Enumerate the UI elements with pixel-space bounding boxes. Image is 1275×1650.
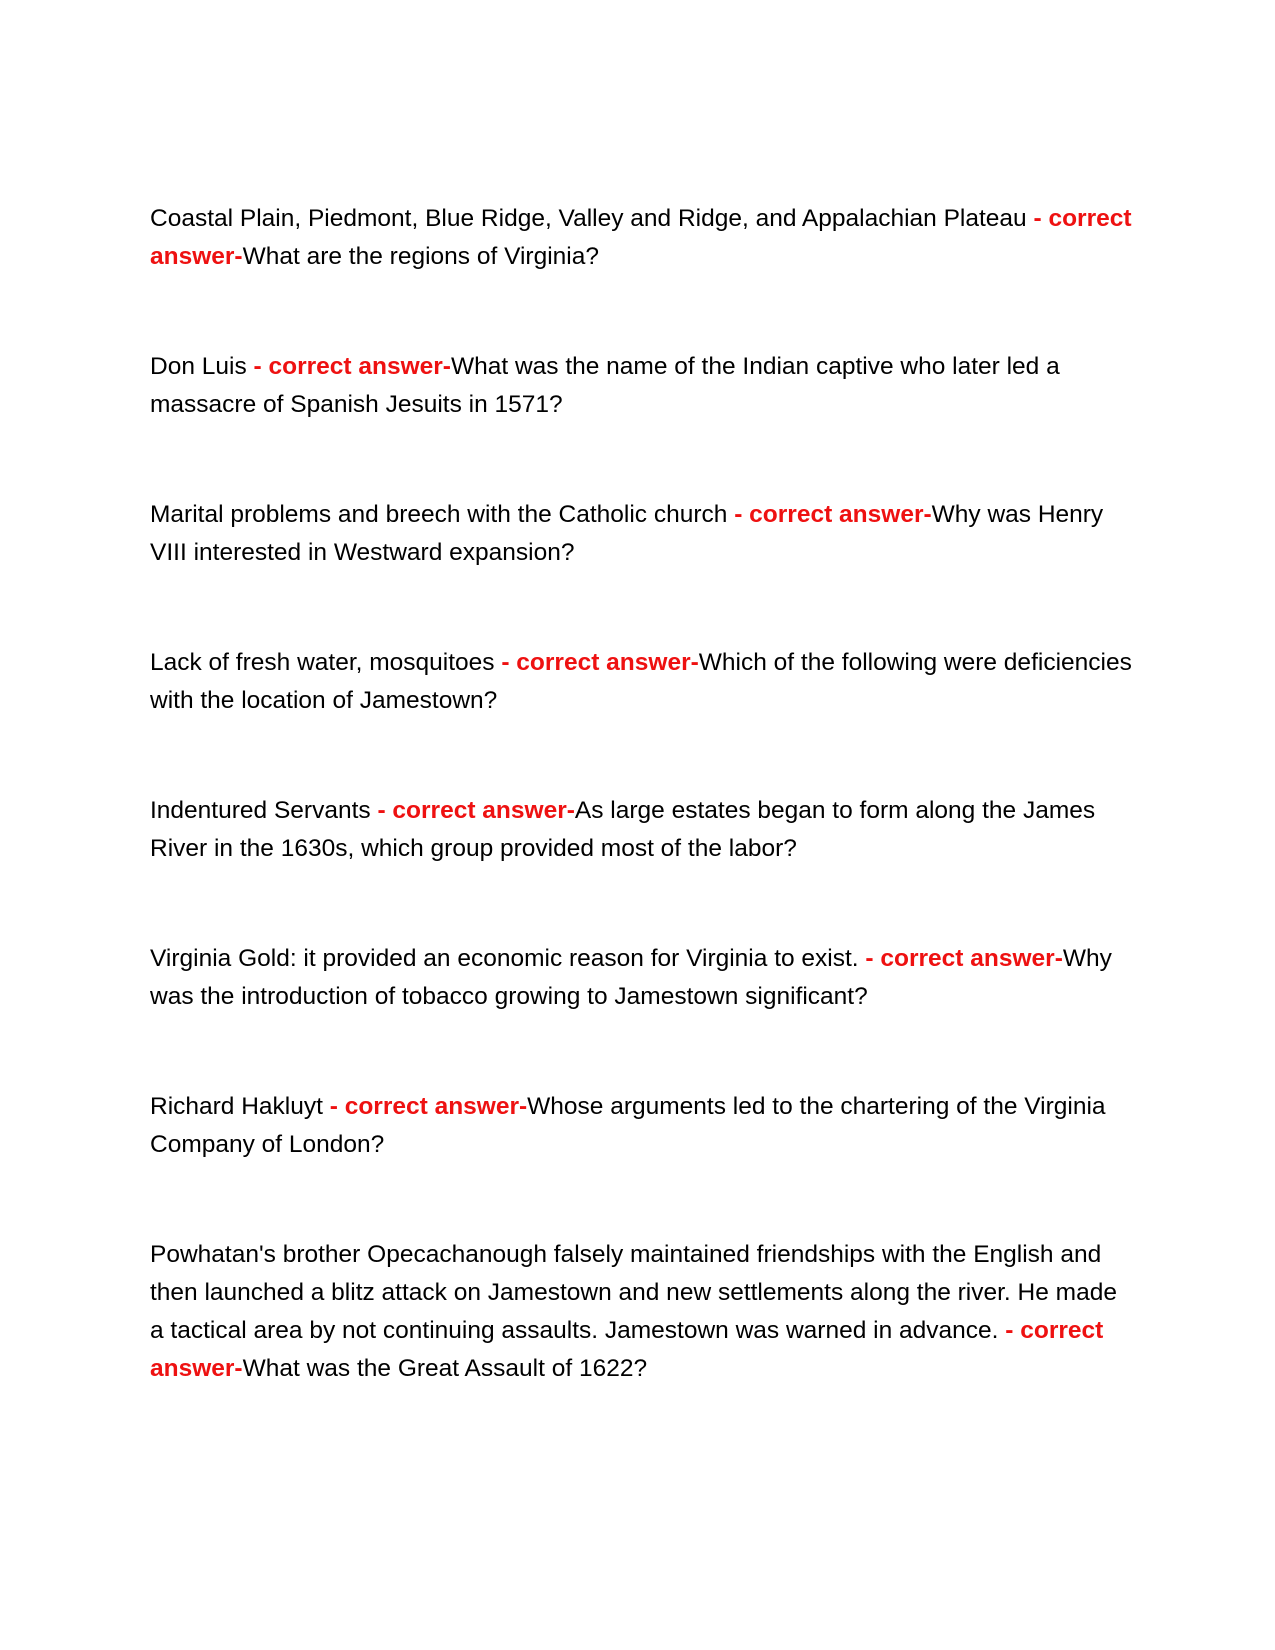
correct-answer-marker: - correct answer- — [253, 353, 451, 380]
question-text: As large estates began to form along the James River in the 1630s, which group provided most of the labor? — [150, 797, 1096, 862]
correct-answer-marker: - correct answer- — [150, 205, 1132, 270]
qa-item — [150, 940, 1135, 1016]
correct-answer-marker: - correct answer- — [329, 1093, 528, 1120]
correct-answer-marker: - correct answer- — [865, 945, 1063, 972]
answer-text: Powhatan's brother Opecachanough falsely maintained friendships with the English and then launched a blitz attack on Jamestown and new settlements along the river. He made a tactical area by not continuing assaults. Jamestown was warned in advance. — [150, 1241, 1117, 1344]
qa-item — [150, 1236, 1135, 1388]
correct-answer-marker: - correct answer- — [734, 501, 932, 528]
answer-text: Don Luis — [150, 353, 254, 380]
answer-text: Richard Hakluyt — [150, 1093, 330, 1120]
question-text: Why was the introduction of tobacco growing to Jamestown significant? — [150, 945, 1112, 1010]
correct-answer-marker: - correct answer- — [377, 797, 575, 824]
answer-text: Marital problems and breech with the Catholic church — [150, 501, 735, 528]
qa-item — [150, 200, 1135, 276]
question-text: Which of the following were deficiencies with the location of Jamestown? — [150, 649, 1132, 714]
qa-item — [150, 644, 1135, 720]
answer-text: Indentured Servants — [150, 797, 378, 824]
qa-item — [150, 1088, 1135, 1164]
question-text: What are the regions of Virginia? — [242, 243, 599, 270]
qa-item — [150, 496, 1135, 572]
answer-text: Coastal Plain, Piedmont, Blue Ridge, Valley and Ridge, and Appalachian Plateau — [150, 205, 1034, 232]
qa-item — [150, 348, 1135, 424]
question-text: Why was Henry VIII interested in Westward expansion? — [150, 501, 1104, 566]
question-text: What was the name of the Indian captive who later led a massacre of Spanish Jesuits in 1571? — [150, 353, 1060, 418]
qa-list — [150, 200, 1135, 1460]
qa-item — [150, 792, 1135, 868]
question-text: What was the Great Assault of 1622? — [242, 1355, 648, 1382]
answer-text: Lack of fresh water, mosquitoes — [150, 649, 502, 676]
correct-answer-marker: - correct answer- — [501, 649, 699, 676]
correct-answer-marker: - correct answer- — [150, 1317, 1104, 1382]
question-text: Whose arguments led to the chartering of the Virginia Company of London? — [150, 1093, 1106, 1158]
answer-text: Virginia Gold: it provided an economic reason for Virginia to exist. — [150, 945, 866, 972]
